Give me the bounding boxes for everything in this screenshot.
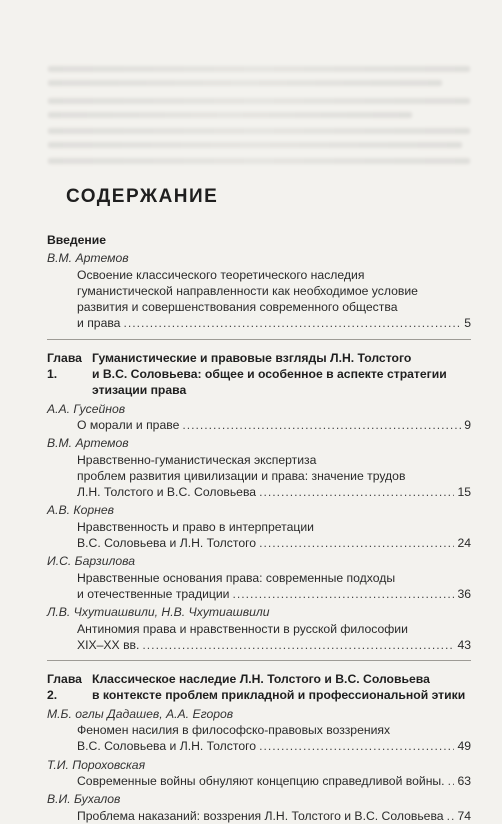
chapter-title-line: в контексте проблем прикладной и профессиональной этики bbox=[92, 688, 466, 703]
dot-leader bbox=[232, 586, 454, 602]
entry-line: Нравственно-гуманистическая экспертиза bbox=[77, 452, 317, 467]
dot-leader bbox=[448, 773, 455, 789]
page-number: 49 bbox=[457, 739, 471, 754]
entry-line: Феномен насилия в философско-правовых воззрениях bbox=[77, 723, 391, 738]
entry-title-end: В.С. Соловьева и Л.Н. Толстого bbox=[77, 739, 257, 754]
toc-entry[interactable] bbox=[47, 808, 471, 824]
chapter-heading[interactable] bbox=[47, 350, 471, 399]
chapter-title-line: этизации права bbox=[92, 383, 187, 398]
chapter-heading[interactable] bbox=[47, 671, 471, 704]
dot-leader bbox=[259, 738, 454, 754]
entry-title-end: О морали и праве bbox=[77, 417, 180, 432]
table-of-contents bbox=[47, 232, 471, 824]
entry-title-end: Современные войны обнуляют концепцию справедливой войны. bbox=[77, 773, 445, 788]
entry-author: М.Б. оглы Дадашев, А.А. Егоров bbox=[47, 706, 234, 721]
dot-leader bbox=[123, 315, 461, 331]
entry-author: А.А. Гусейнов bbox=[47, 401, 126, 416]
entry-author: В.М. Артемов bbox=[47, 436, 129, 451]
entry-title-end: XIX–XX вв. bbox=[77, 637, 140, 652]
chapter-title-line: и В.С. Соловьева: общее и особенное в аспекте стратегии bbox=[92, 367, 447, 382]
entry-author: Т.И. Пороховская bbox=[47, 757, 146, 772]
toc-entry[interactable] bbox=[47, 452, 471, 501]
entry-line: развития и совершенствования современного общества bbox=[77, 300, 398, 315]
dot-leader bbox=[142, 637, 454, 653]
toc-entry[interactable] bbox=[47, 621, 471, 654]
page-number: 15 bbox=[457, 485, 471, 500]
intro-author: В.М. Артемов bbox=[47, 251, 129, 266]
intro-heading: Введение bbox=[47, 233, 107, 247]
entry-title-end: Л.Н. Толстого и В.С. Соловьева bbox=[77, 485, 257, 500]
chapter-title-line: Классическое наследие Л.Н. Толстого и В.С. Соловьева bbox=[92, 672, 430, 687]
page-number: 24 bbox=[457, 536, 471, 551]
chapter-title bbox=[92, 671, 471, 704]
chapter-title-line: Гуманистические и правовые взгляды Л.Н. Толстого bbox=[92, 350, 412, 365]
entry-line: Нравственные основания права: современные подходы bbox=[77, 570, 396, 585]
toc-entry[interactable] bbox=[47, 570, 471, 603]
entry-title-end: и отечественные традиции bbox=[77, 586, 230, 601]
chapter-label: Глава 2. bbox=[47, 672, 82, 703]
chapter-label: Глава 1. bbox=[47, 350, 82, 382]
entry-author: А.В. Корнев bbox=[47, 503, 115, 518]
dot-leader bbox=[259, 535, 454, 551]
toc-entry[interactable] bbox=[47, 519, 471, 552]
entry-author: В.И. Бухалов bbox=[47, 792, 121, 807]
toc-entry[interactable] bbox=[47, 773, 471, 789]
section-divider bbox=[47, 660, 471, 661]
entry-title-end: В.С. Соловьева и Л.Н. Толстого bbox=[77, 536, 257, 551]
page-number: 74 bbox=[457, 808, 471, 823]
page-number: 63 bbox=[457, 773, 471, 788]
page-number: 9 bbox=[464, 417, 471, 432]
entry-title-end: Проблема наказаний: воззрения Л.Н. Толстого и В.С. Соловьева bbox=[77, 808, 444, 823]
entry-author: Л.В. Чхутиашвили, Н.В. Чхутиашвили bbox=[47, 605, 270, 620]
toc-entry[interactable] bbox=[47, 722, 471, 755]
entry-author: И.С. Барзилова bbox=[47, 554, 135, 569]
dot-leader bbox=[447, 808, 455, 824]
entry-line: Антиномия права и нравственности в русской философии bbox=[77, 621, 408, 636]
entry-line: проблем развития цивилизации и права: значение трудов bbox=[77, 468, 406, 483]
page-number: 43 bbox=[457, 637, 471, 652]
entry-line: Нравственность и право в интерпретации bbox=[77, 519, 314, 534]
page-number: 5 bbox=[464, 316, 471, 331]
section-divider bbox=[47, 339, 471, 340]
entry-line: Освоение классического теоретического наследия bbox=[77, 267, 365, 282]
entry-title-end: и права bbox=[77, 316, 121, 331]
page-number: 36 bbox=[457, 586, 471, 601]
dot-leader bbox=[259, 484, 454, 500]
chapter-title bbox=[92, 350, 471, 399]
toc-entry[interactable] bbox=[47, 417, 471, 433]
dot-leader bbox=[182, 417, 461, 433]
entry-line: гуманистической направленности как необходимое условие bbox=[77, 283, 418, 298]
page-title: СОДЕРЖАНИЕ bbox=[66, 186, 219, 207]
toc-entry-intro[interactable] bbox=[47, 267, 471, 332]
